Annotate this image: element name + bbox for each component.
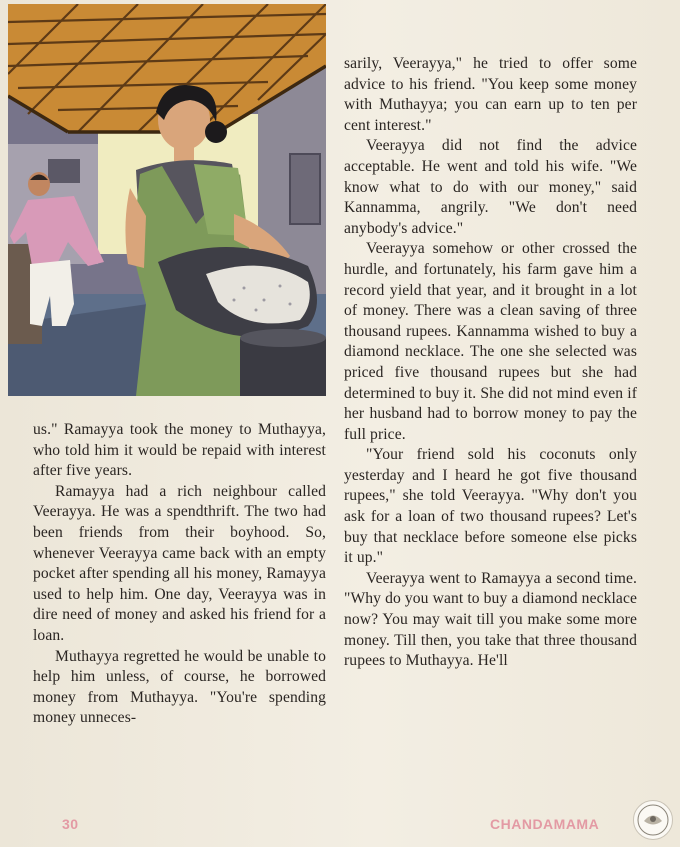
publisher-logo-icon [633,800,673,840]
paragraph: Veerayya did not find the advice acceptable. He went and told his wife. "We know what to do with our money," said Kannamma, angrily. "We don't need anybody's advice." [344,137,637,237]
paragraph: Muthayya regretted he would be unable to help him unless, of course, he borrowed money from Muthayya. "You're spending money unneces- [33,647,326,727]
paragraph: Veerayya somehow or other crossed the hurdle, and fortunately, his farm gave him a record yield that year, and it brought in a lot of money. There was a clean saving of three thousand rupees. Kannamma wished to buy a diamond necklace. The one she selected was priced five thousand rupees but she had determined to buy it. She did not mind even if her husband had to borrow money to pay the full price. [344,240,637,443]
page-number: 30 [62,816,79,832]
magazine-name: CHANDAMAMA [490,816,600,832]
paragraph: "Your friend sold his coconuts only yesterday and I heard he got five thousand rupees," she told Veerayya. "Why don't you ask for a loan of two thousand rupees? Let's buy that necklace before someone else picks it up." [344,446,637,567]
paragraph: us." Ramayya took the money to Muthayya, who told him it would be repaid with interest after five years. [33,421,326,480]
paragraph: sarily, Veerayya," he tried to offer some advice to his friend. "You keep some money with Muthayya; you can earn up to ten per cent interest." [344,55,637,134]
left-text-column [33,420,326,729]
paragraph: Veerayya went to Ramayya a second time. "Why do you want to buy a diamond necklace now? You may wait till you make some more money. Till then, you take that three thousand rupees to Muthayya. He'll [344,569,637,670]
right-text-column [344,54,637,672]
story-illustration [8,4,326,396]
paragraph: Ramayya had a rich neighbour called Veerayya. He was a spendthrift. The two had been friends from their boyhood. So, whenever Veerayya came back with an empty pocket after spending all his money, Ramayya used to help him. One day, Veerayya was in dire need of money and asked his friend for a loan. [33,482,326,644]
